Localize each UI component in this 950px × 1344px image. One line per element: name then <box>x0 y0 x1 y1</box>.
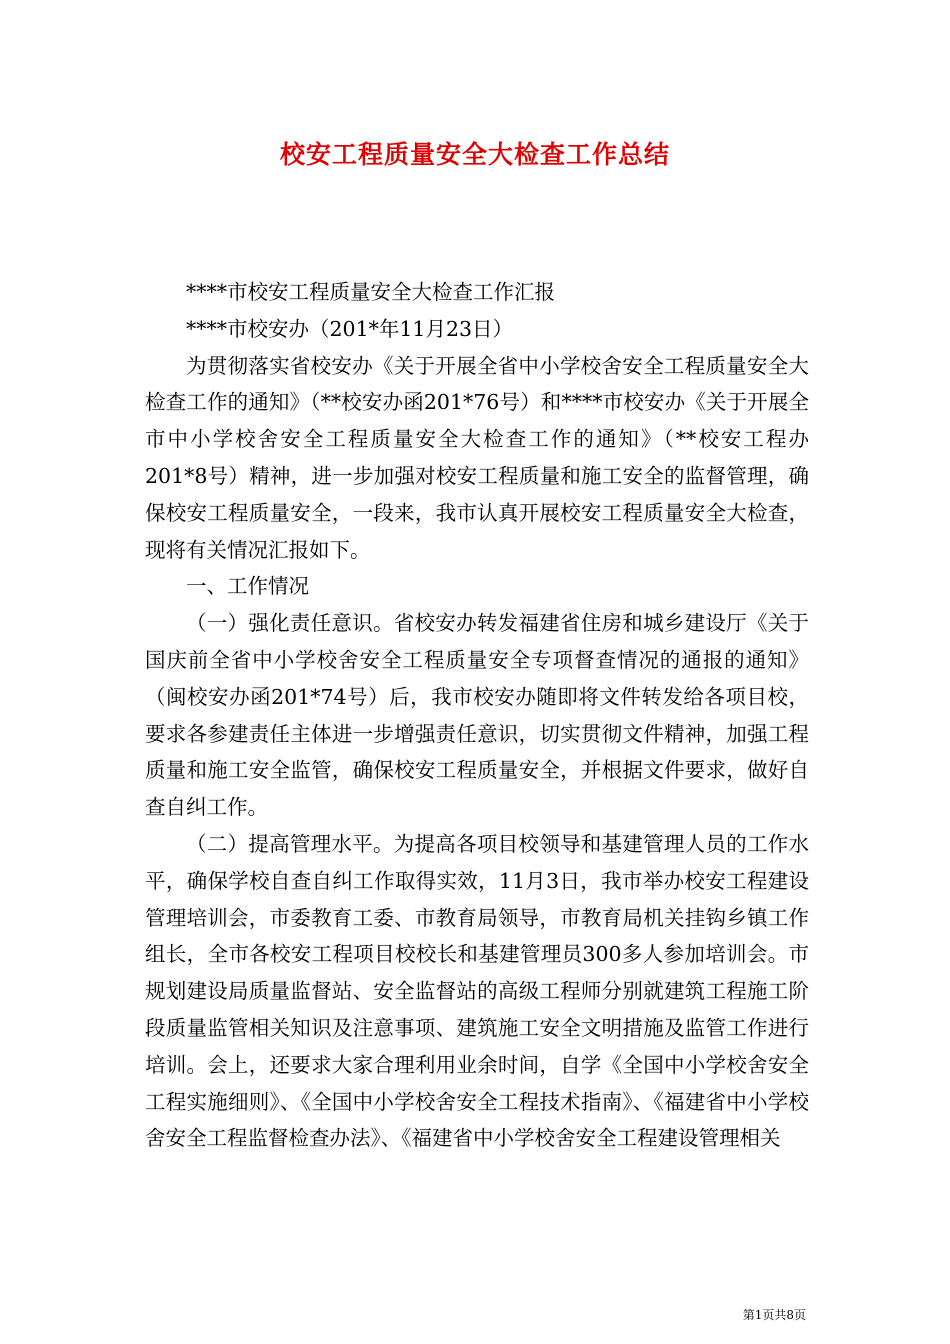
paragraph-report-source: ****市校安办（201*年11月23日） <box>186 316 514 341</box>
paragraph-intro: 为贯彻落实省校安办《关于开展全省中小学校舍安全工程质量安全大检查工作的通知》（**校安办函201*76号）和****市校安办《关于开展全市中小学校舍安全工程质量安全大检查工作的通知》（**校安工程办201*8号）精神，进一步加强对校安工程质量和施工安全的监督管理，确保校安工程质量安全，一段来，我市认真开展校安工程质量安全大检查，现将有关情况汇报如下。 <box>145 353 809 562</box>
document-title: 校安工程质量安全大检查工作总结 <box>279 140 670 169</box>
paragraph-responsibility: （一）强化责任意识。省校安办转发福建省住房和城乡建设厅《关于国庆前全省中小学校舍安全工程质量安全专项督查情况的通报的通知》（闽校安办函201*74号）后，我市校安办随即将文件转发给各项目校，要求各参建责任主体进一步增强责任意识，切实贯彻文件精神，加强工程质量和施工安全监管，确保校安工程质量安全，并根据文件要求，做好自查自纠工作。 <box>145 611 809 820</box>
section-heading-work-status: 一、工作情况 <box>186 574 309 599</box>
paragraph-report-heading: ****市校安工程质量安全大检查工作汇报 <box>186 280 555 304</box>
paragraph-management: （二）提高管理水平。为提高各项目校领导和基建管理人员的工作水平，确保学校自查自纠工作取得实效，11月3日，我市举办校安工程建设管理培训会，市委教育工委、市教育局领导，市教育局机关挂钩乡镇工作组长，全市各校安工程项目校校长和基建管理员300多人参加培训会。市规划建设局质量监督站、安全监督站的高级工程师分别就建筑工程施工阶段质量监管相关知识及注意事项、建筑施工安全文明措施及监管工作进行培训。会上，还要求大家合理利用业余时间，自学《全国中小学校舍安全工程实施细则》、《全国中小学校舍安全工程技术指南》、《福建省中小学校舍安全工程监督检查办法》、《福建省中小学校舍安全工程建设管理相关 <box>145 831 809 1151</box>
page-number: 第1页共8页 <box>742 1308 806 1322</box>
document-body <box>145 274 809 1157</box>
